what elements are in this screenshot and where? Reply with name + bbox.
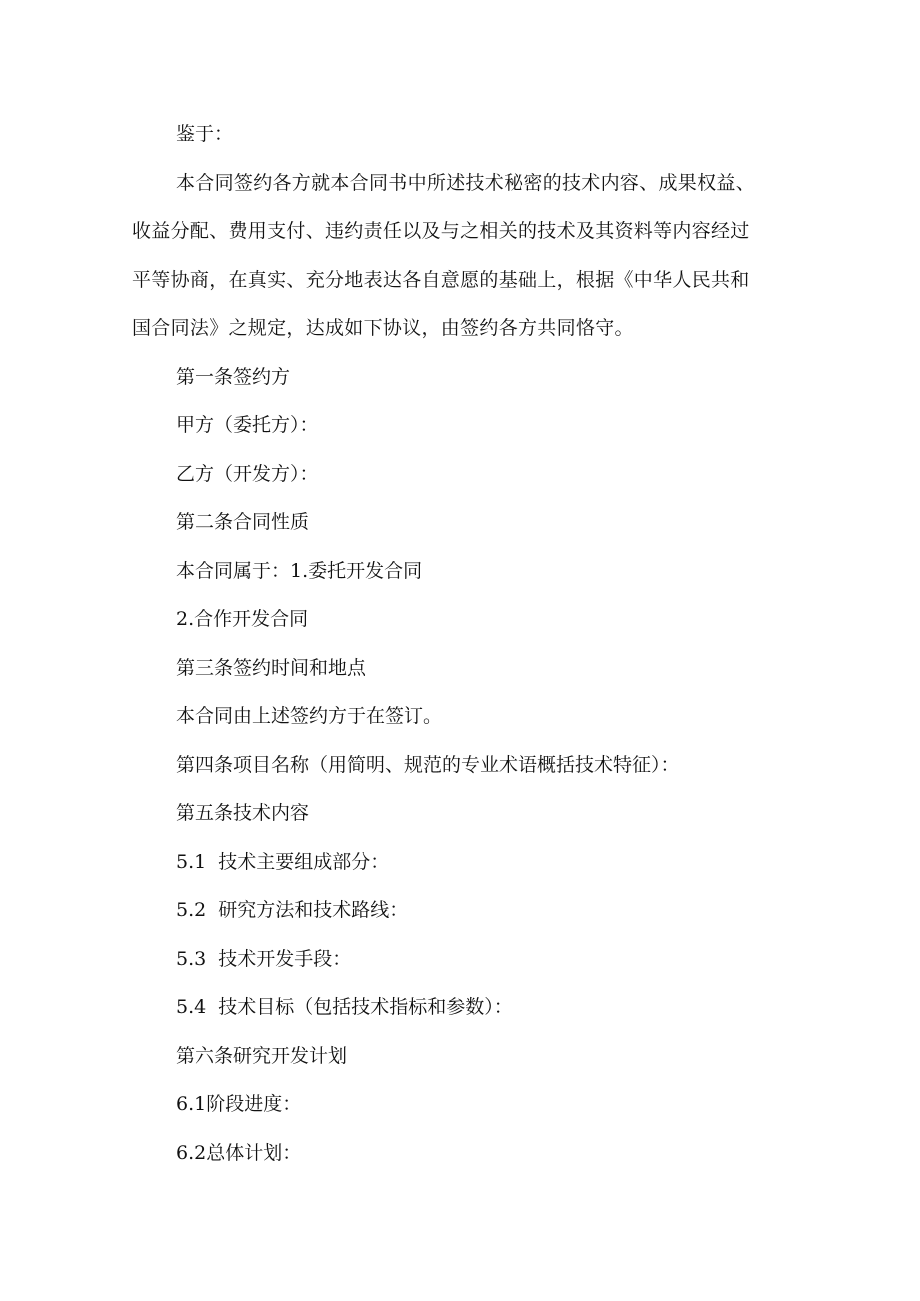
preamble-heading: 鉴于： bbox=[176, 123, 234, 145]
contract-nature-line-1: 本合同属于：1.委托开发合同 bbox=[176, 559, 423, 582]
contract-nature-line-2: 2.合作开发合同 bbox=[176, 608, 309, 630]
item-5-1-text: 技术主要组成部分： bbox=[218, 850, 390, 873]
party-a-label: 甲方（委托方）： bbox=[176, 414, 319, 436]
item-5-1 bbox=[132, 838, 782, 887]
item-5-2 bbox=[132, 886, 782, 935]
article-5-title: 第五条技术内容 bbox=[176, 802, 310, 824]
article-3-text: 本合同由上述签约方于在签订。 bbox=[176, 705, 443, 727]
article-4-title: 第四条项目名称（用简明、规范的专业术语概括技术特征）： bbox=[176, 753, 680, 776]
document-body bbox=[132, 110, 782, 1177]
article-6-title: 第六条研究开发计划 bbox=[176, 1044, 348, 1067]
item-5-4 bbox=[132, 983, 782, 1032]
item-5-4-number: 5.4 bbox=[176, 996, 207, 1018]
party-b-label: 乙方（开发方）： bbox=[176, 462, 319, 485]
item-6-2: 6.2总体计划： bbox=[176, 1141, 302, 1164]
article-2-title: 第二条合同性质 bbox=[176, 511, 310, 533]
preamble-line-1: 本合同签约各方就本合同书中所述技术秘密的技术内容、成果权益、 bbox=[176, 171, 756, 194]
preamble-line-3: 平等协商，在真实、充分地表达各自意愿的基础上，根据《中华人民共和 bbox=[132, 268, 750, 291]
article-3-title: 第三条签约时间和地点 bbox=[176, 656, 367, 679]
item-5-3-number: 5.3 bbox=[176, 947, 207, 970]
item-5-2-text: 研究方法和技术路线： bbox=[218, 899, 409, 921]
preamble-paragraph bbox=[132, 159, 782, 353]
item-5-2-number: 5.2 bbox=[176, 899, 207, 921]
preamble-line-2: 收益分配、费用支付、违约责任以及与之相关的技术及其资料等内容经过 bbox=[132, 220, 750, 242]
item-5-1-number: 5.1 bbox=[176, 850, 207, 873]
preamble-line-4: 国合同法》之规定，达成如下协议，由签约各方共同恪守。 bbox=[132, 317, 634, 339]
item-5-4-text: 技术目标（包括技术指标和参数）： bbox=[218, 996, 513, 1018]
article-1-title: 第一条签约方 bbox=[176, 365, 291, 388]
item-6-1: 6.1阶段进度： bbox=[176, 1093, 302, 1115]
item-5-3 bbox=[132, 935, 782, 984]
item-5-3-text: 技术开发手段： bbox=[218, 947, 352, 970]
